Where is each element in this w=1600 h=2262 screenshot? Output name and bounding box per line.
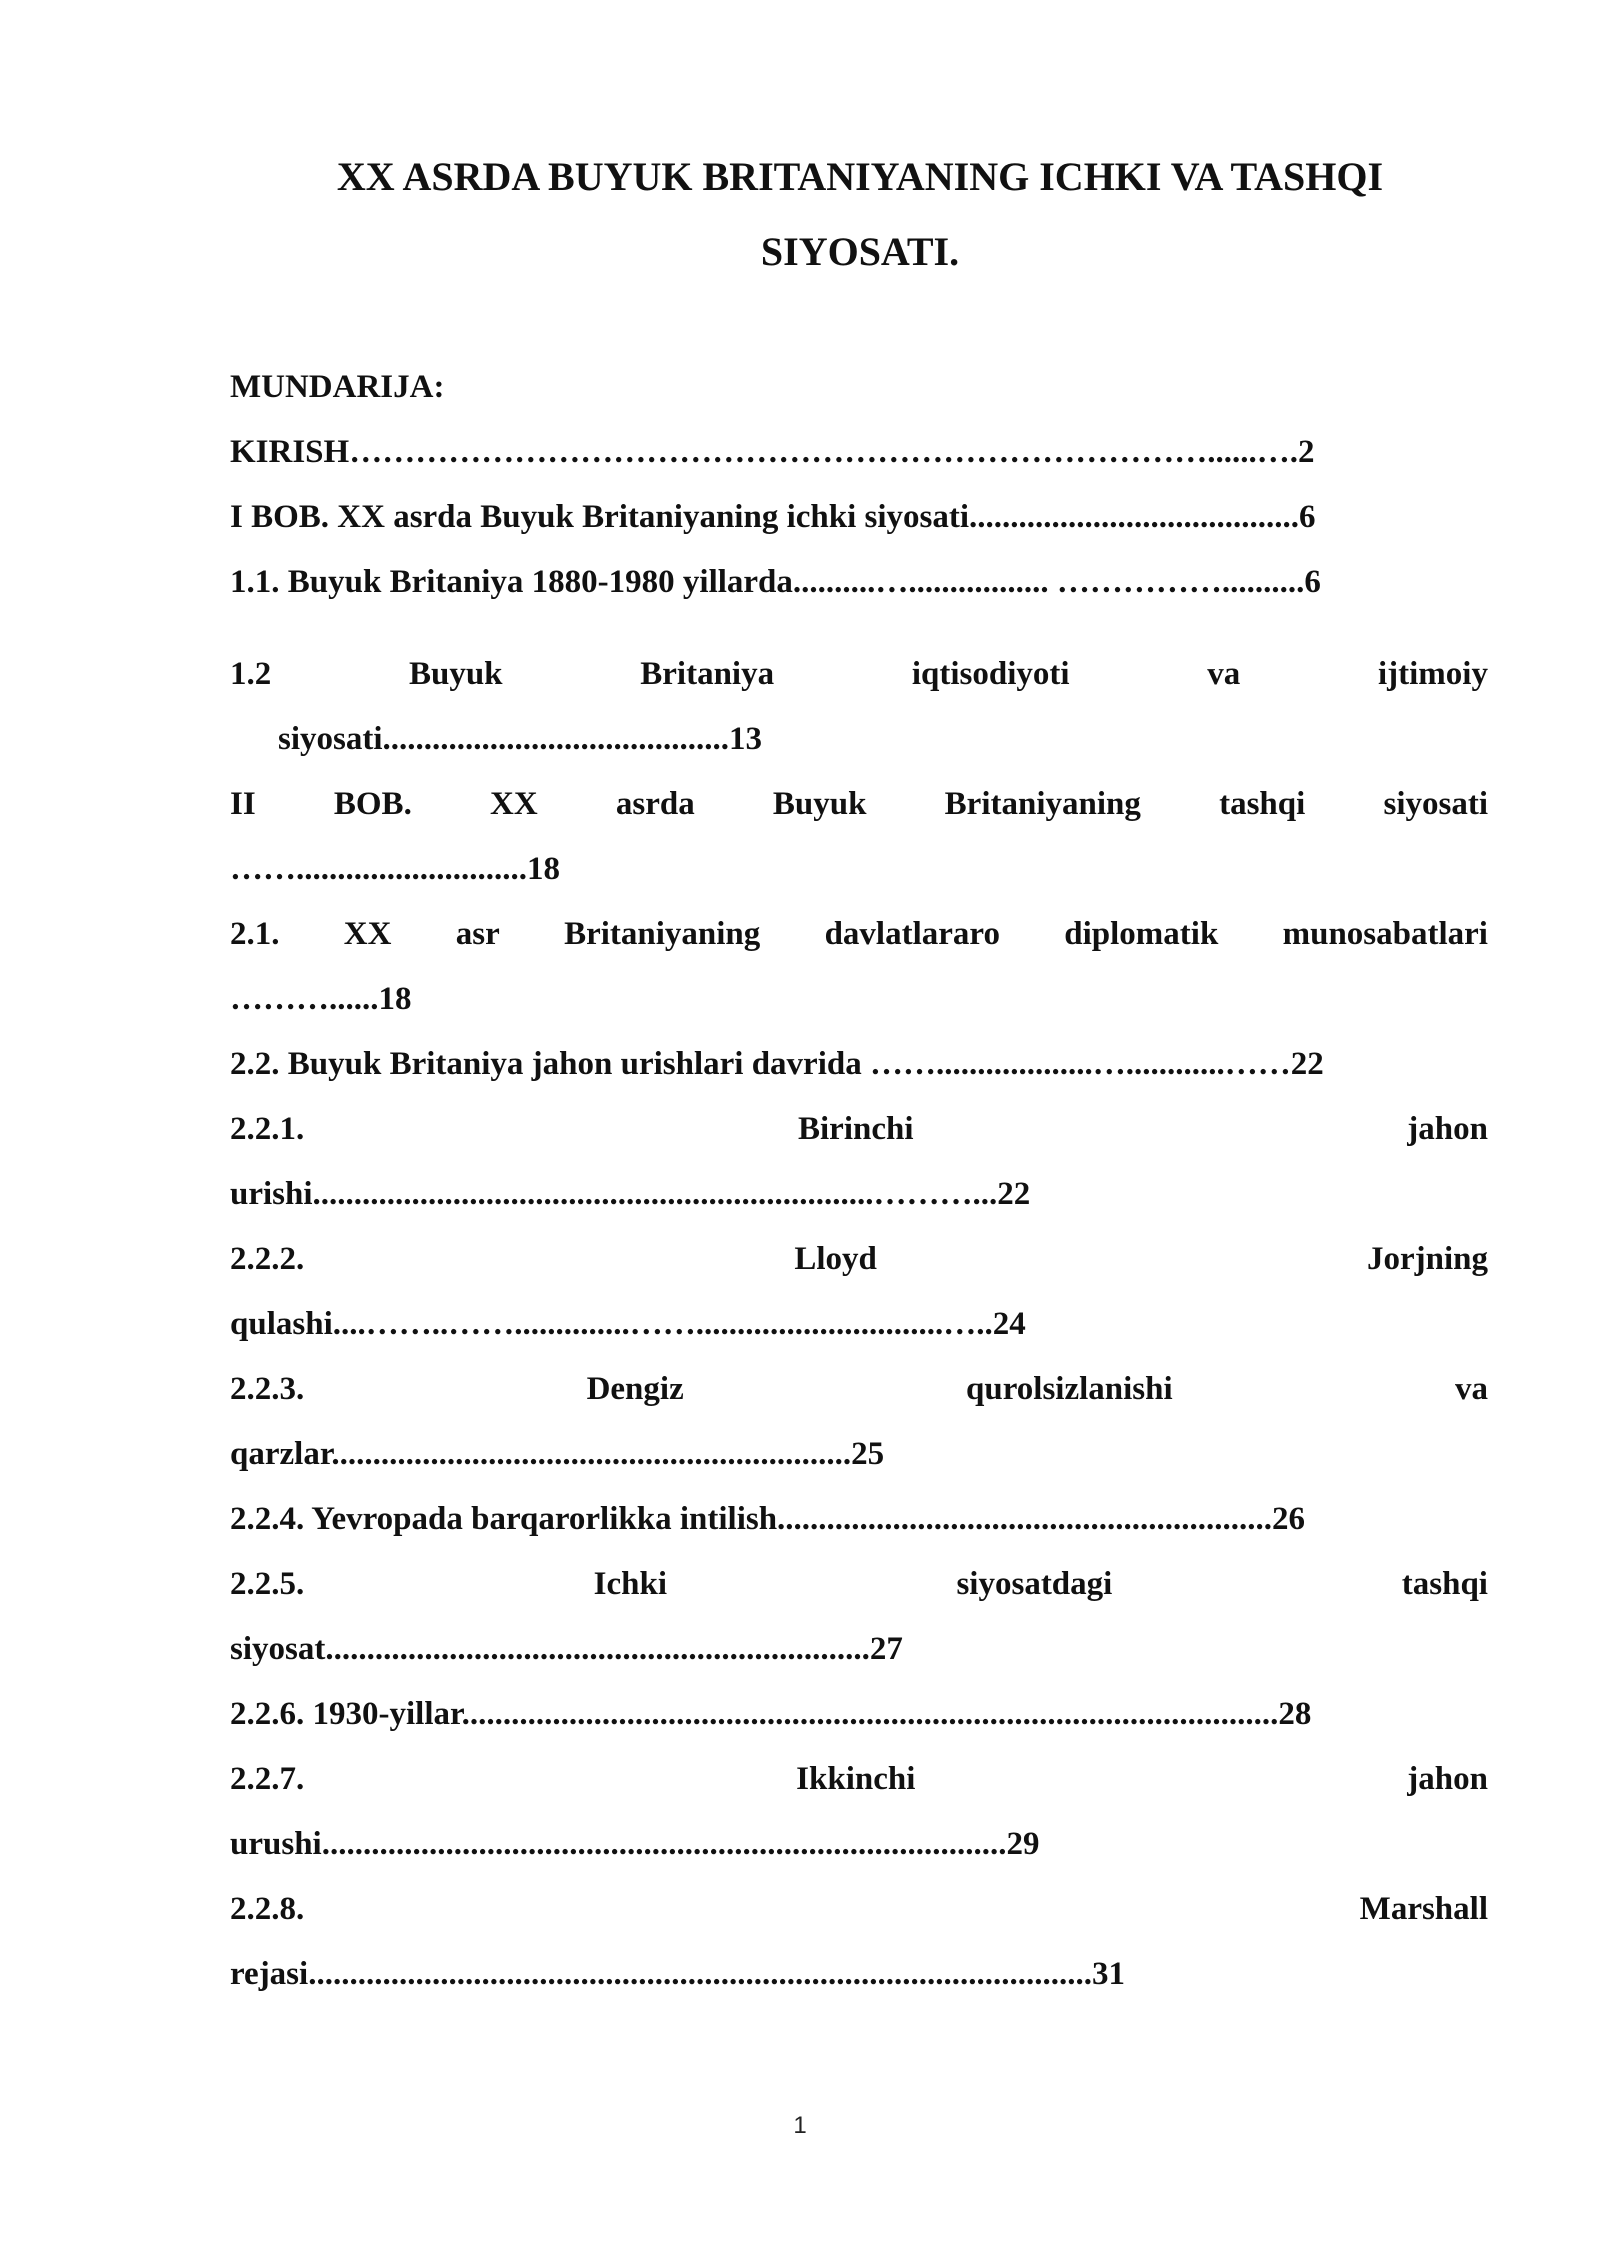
- toc-word: siyosatdagi: [956, 1566, 1113, 1602]
- toc-word: 2.2.5.: [230, 1566, 305, 1602]
- toc-word: jahon: [1407, 1761, 1488, 1797]
- toc-entry-2-2-7-continuation: urushi...................................................................................29: [230, 1826, 1040, 1862]
- toc-word: 2.2.1.: [230, 1111, 305, 1147]
- toc-word: Birinchi: [798, 1111, 914, 1147]
- toc-entry-2-2-5: [230, 1564, 1488, 1604]
- toc-entry-1-2-continuation: siyosati..........................................13: [278, 721, 763, 757]
- toc-entry-bob-2: [230, 784, 1488, 824]
- toc-entry-2-2-2-continuation: qulashi....……..……..............……..............................…..24: [230, 1306, 1026, 1342]
- toc-word: Buyuk: [408, 656, 503, 692]
- toc-entry-2-2-1: [230, 1109, 1488, 1149]
- toc-entry-2-2-6: 2.2.6. 1930-yillar...................................................................................................28: [230, 1696, 1312, 1732]
- document-title-line-2: SIYOSATI.: [760, 229, 960, 274]
- toc-word: Britaniyaning: [944, 786, 1141, 822]
- toc-word: iqtisodiyoti: [911, 656, 1070, 692]
- toc-word: 2.2.7.: [230, 1761, 305, 1797]
- document-title-line-1: XX ASRDA BUYUK BRITANIYANING ICHKI VA TASHQI: [336, 154, 1384, 199]
- toc-word: XX: [343, 916, 392, 952]
- toc-entry-2-2-4: 2.2.4. Yevropada barqarorlikka intilish............................................................26: [230, 1501, 1306, 1537]
- toc-word: asr: [455, 916, 500, 952]
- toc-word: Dengiz: [586, 1371, 684, 1407]
- toc-word: BOB.: [333, 786, 412, 822]
- toc-entry-kirish: KIRISH……………………………………………………………………......….2: [230, 434, 1315, 470]
- toc-entry-2-1-continuation: ………......18: [230, 981, 412, 1017]
- toc-word: munosabatlari: [1282, 916, 1488, 952]
- toc-word: asrda: [615, 786, 695, 822]
- toc-word: Britaniya: [640, 656, 775, 692]
- toc-word: 2.2.2.: [230, 1241, 305, 1277]
- toc-entry-2-2-3-continuation: qarzlar...............................................................25: [230, 1436, 885, 1472]
- page-number: 1: [793, 2112, 807, 2139]
- toc-word: 2.1.: [230, 916, 280, 952]
- toc-word: 2.2.3.: [230, 1371, 305, 1407]
- toc-word: Marshall: [1359, 1891, 1488, 1927]
- toc-entry-2-2-5-continuation: siyosat..................................................................27: [230, 1631, 903, 1667]
- toc-entry-bob-2-continuation: ……............................18: [230, 851, 560, 887]
- toc-word: jahon: [1407, 1111, 1488, 1147]
- toc-entry-2-2-7: [230, 1759, 1488, 1799]
- toc-word: va: [1454, 1371, 1488, 1407]
- toc-entry-2-1: [230, 914, 1488, 954]
- toc-word: ijtimoiy: [1377, 656, 1488, 692]
- toc-word: Britaniyaning: [564, 916, 761, 952]
- toc-entry-1-2: [230, 654, 1488, 694]
- toc-word: 2.2.8.: [230, 1891, 305, 1927]
- toc-entry-1-1: 1.1. Buyuk Britaniya 1880-1980 yillarda..........…................. ……………..........6: [230, 564, 1321, 600]
- toc-word: II: [230, 786, 256, 822]
- toc-word: 1.2: [230, 656, 272, 692]
- toc-word: va: [1207, 656, 1241, 692]
- toc-word: Buyuk: [772, 786, 867, 822]
- toc-word: davlatlararo: [824, 916, 1000, 952]
- toc-heading: MUNDARIJA:: [230, 369, 445, 405]
- toc-word: XX: [490, 786, 538, 822]
- toc-entry-bob-1: I BOB. XX asrda Buyuk Britaniyaning ichki siyosati........................................6: [230, 499, 1316, 535]
- toc-word: Ikkinchi: [796, 1761, 916, 1797]
- toc-word: tashqi: [1401, 1566, 1488, 1602]
- toc-entry-2-2-8: [230, 1889, 1488, 1929]
- toc-word: Jorjning: [1366, 1241, 1488, 1277]
- toc-word: Lloyd: [794, 1241, 877, 1277]
- toc-entry-2-2: 2.2. Buyuk Britaniya jahon urishlari davrida ……...................…............……22: [230, 1046, 1324, 1082]
- toc-entry-2-2-8-continuation: rejasi...............................................................................................31: [230, 1956, 1125, 1992]
- toc-entry-2-2-2: [230, 1239, 1488, 1279]
- toc-word: Ichki: [593, 1566, 668, 1602]
- toc-entry-2-2-3: [230, 1369, 1488, 1409]
- toc-word: qurolsizlanishi: [966, 1371, 1173, 1407]
- toc-word: siyosati: [1383, 786, 1488, 822]
- toc-word: diplomatik: [1064, 916, 1219, 952]
- toc-word: tashqi: [1219, 786, 1306, 822]
- toc-entry-2-2-1-continuation: urishi....................................................................………...22: [230, 1176, 1031, 1212]
